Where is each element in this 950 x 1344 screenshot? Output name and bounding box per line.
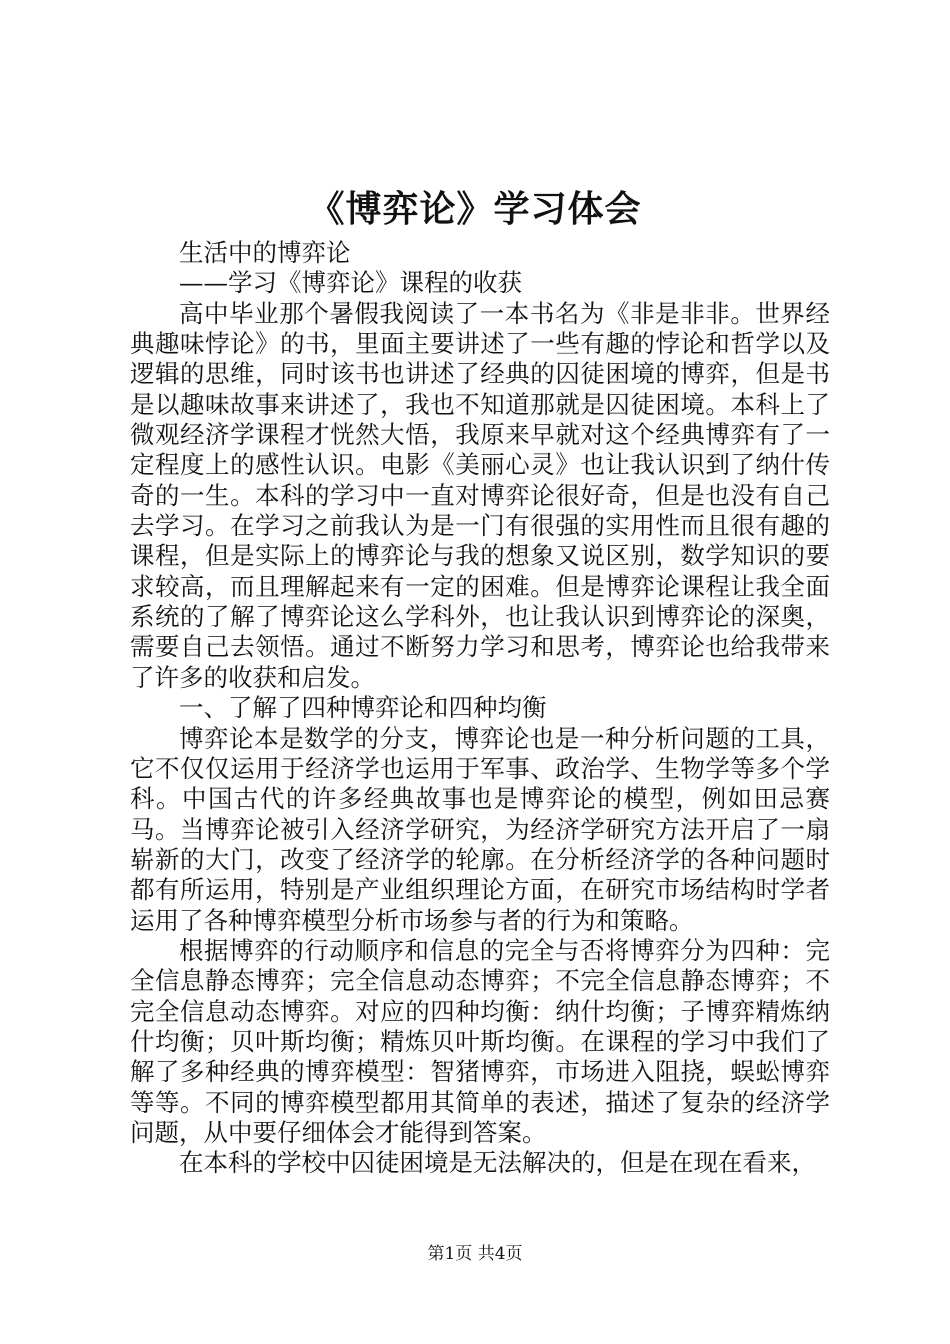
page-footer: 第1页 共4页 xyxy=(427,1244,523,1264)
section-heading: 一、了解了四种博弈论和四种均衡 xyxy=(179,693,547,723)
subtitle-dash: ——学习《博弈论》课程的收获 xyxy=(179,268,522,298)
paragraph: 在本科的学校中囚徒困境是无法解决的，但是在现在看来， xyxy=(179,1148,816,1178)
paragraph: 高中毕业那个暑假我阅读了一本书名为《非是非非。世界经典趣味悖论》的书，里面主要讲述了一些有趣的悖论和哲学以及逻辑的思维，同时该书也讲述了经典的囚徒困境的博弈，但是书是以趣味故事来讲述了，我也不知道那就是囚徒困境。本科上了微观经济学课程才恍然大悟，我原来早就对这个经典博弈有了一定程度上的感性认识。电影《美丽心灵》也让我认识到了纳什传奇的一生。本科的学习中一直对博弈论很好奇，但是也没有自己去学习。在学习之前我认为是一门有很强的实用性而且很有趣的课程，但是实际上的博弈论与我的想象又说区别，数学知识的要求较高，而且理解起来有一定的困难。但是博弈论课程让我全面系统的了解了博弈论这么学科外，也让我认识到博弈论的深奥，需要自己去领悟。通过不断努力学习和思考，博弈论也给我带来了许多的收获和启发。 xyxy=(130,298,830,692)
document-title: 《博弈论》学习体会 xyxy=(308,188,642,230)
document-body xyxy=(130,238,830,1179)
paragraph: 根据博弈的行动顺序和信息的完全与否将博弈分为四种：完全信息静态博弈；完全信息动态博弈；不完全信息静态博弈；不完全信息动态博弈。对应的四种均衡：纳什均衡；子博弈精炼纳什均衡；贝叶斯均衡；精炼贝叶斯均衡。在课程的学习中我们了解了多种经典的博弈模型：智猪博弈，市场进入阻挠，蜈蚣博弈等等。不同的博弈模型都用其简单的表述，描述了复杂的经济学问题，从中要仔细体会才能得到答案。 xyxy=(130,935,830,1147)
paragraph: 博弈论本是数学的分支，博弈论也是一种分析问题的工具，它不仅仅运用于经济学也运用于军事、政治学、生物学等多个学科。中国古代的许多经典故事也是博弈论的模型，例如田忌赛马。当博弈论被引入经济学研究，为经济学研究方法开启了一扇崭新的大门，改变了经济学的轮廓。在分析经济学的各种问题时都有所运用，特别是产业组织理论方面，在研究市场结构时学者运用了各种博弈模型分析市场参与者的行为和策略。 xyxy=(130,723,830,935)
subtitle: 生活中的博弈论 xyxy=(179,238,351,267)
